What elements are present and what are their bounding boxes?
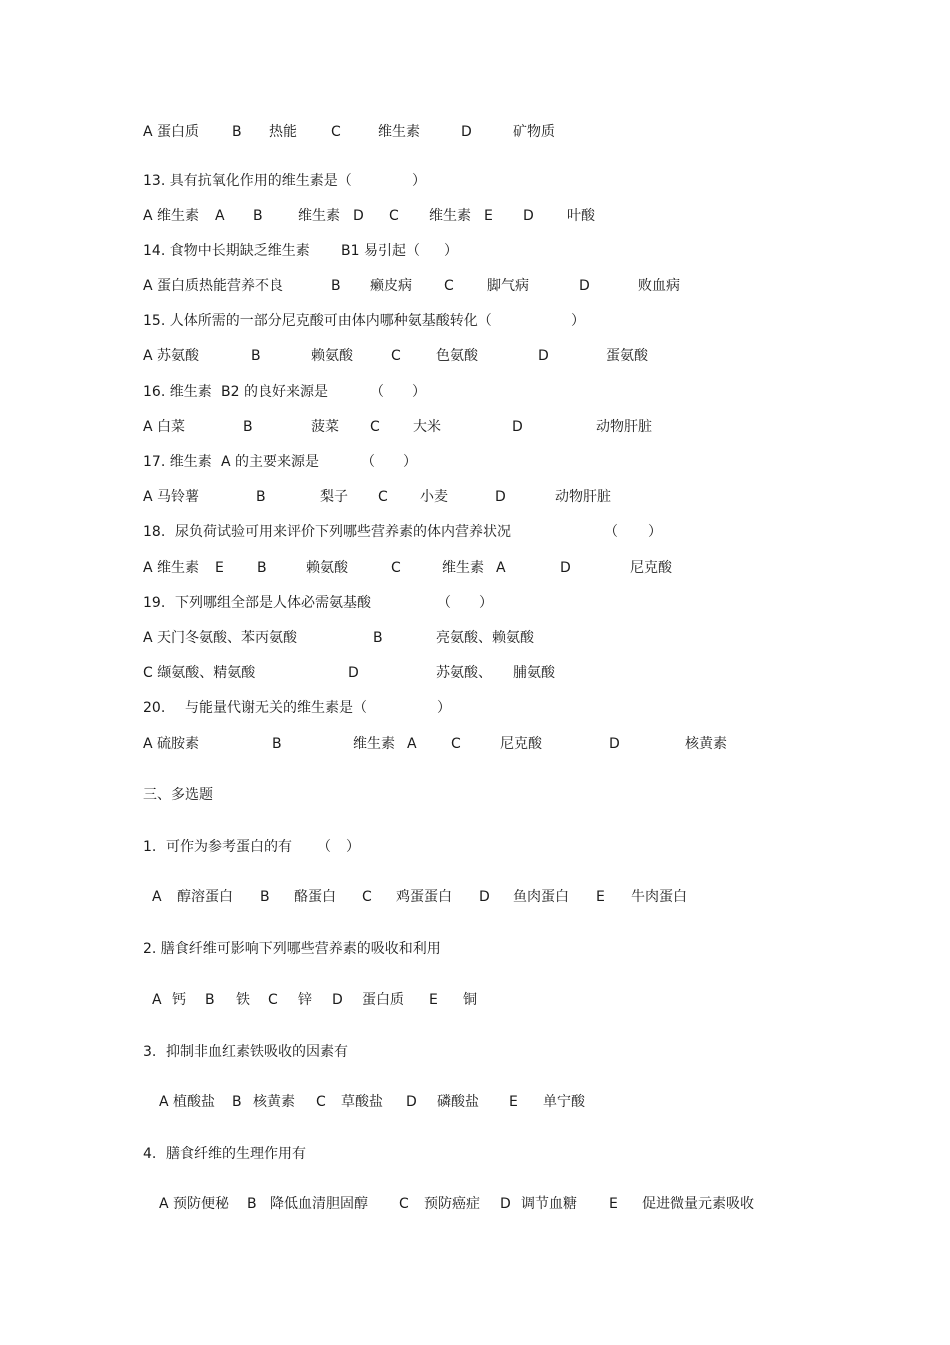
m3-question-number: 3. — [143, 1044, 157, 1060]
m1-option-c-letter: C — [362, 889, 372, 905]
q19-question — [0, 596, 950, 616]
q17-option-c: 小麦 — [420, 489, 448, 505]
q18-option-a: A 维生素 — [143, 560, 200, 576]
m4-option-c-letter: C — [399, 1196, 409, 1212]
q20-option-b-suffix: A — [407, 736, 417, 752]
q16-option-c: 大米 — [413, 419, 441, 435]
m4-option-b: 降低血清胆固醇 — [270, 1196, 368, 1212]
q13-option-a-suffix: A — [215, 208, 225, 224]
q16-option-a: A 白菜 — [143, 419, 186, 435]
q13-option-b-suffix: D — [353, 208, 364, 224]
q15-options — [0, 349, 950, 369]
q16-options — [0, 420, 950, 440]
q13-question — [0, 174, 950, 194]
q17-question-text-b: A 的主要来源是 — [221, 454, 320, 470]
q14-close-paren: ） — [444, 243, 458, 259]
q17-option-d: 动物肝脏 — [555, 489, 611, 505]
m4-question — [0, 1147, 950, 1167]
q19-question-number: 19. — [143, 595, 166, 611]
q14-question-text: 14. 食物中长期缺乏维生素 — [143, 243, 310, 259]
m4-option-e: 促进微量元素吸收 — [642, 1196, 754, 1212]
q14-option-d: 败血病 — [638, 278, 680, 294]
m4-option-b-letter: B — [247, 1196, 257, 1212]
m1-option-b-letter: B — [260, 889, 270, 905]
q20-question — [0, 701, 950, 721]
q19-options-row1 — [0, 631, 950, 651]
m3-option-c-letter: C — [316, 1094, 326, 1110]
section3-heading — [0, 788, 950, 808]
m1-open-paren: （ — [317, 839, 331, 855]
q15-close-paren: ） — [571, 313, 585, 329]
q13-option-c-letter: C — [389, 208, 399, 224]
q14-option-b-letter: B — [331, 278, 341, 294]
q18-options — [0, 561, 950, 581]
m3-option-b-letter: B — [232, 1094, 242, 1110]
q13-option-b: 维生素 — [298, 208, 340, 224]
q14-option-c-letter: C — [444, 278, 454, 294]
m3-option-b: 核黄素 — [253, 1094, 295, 1110]
q20-option-c: 尼克酸 — [500, 736, 542, 752]
q12-option-c-letter: C — [331, 124, 341, 140]
q14-question — [0, 244, 950, 264]
q16-open-paren: （ — [370, 384, 384, 400]
q20-question-number: 20. — [143, 700, 166, 716]
q17-question-text: 17. 维生素 — [143, 454, 212, 470]
m1-option-d: 鱼肉蛋白 — [513, 889, 569, 905]
section-title: 三、多选题 — [143, 787, 213, 803]
q16-close-paren: ） — [412, 384, 426, 400]
q20-option-d: 核黄素 — [685, 736, 727, 752]
m3-option-e: 单宁酸 — [543, 1094, 585, 1110]
q15-option-b: 赖氨酸 — [311, 348, 353, 364]
q18-option-c-letter: C — [391, 560, 401, 576]
q17-question — [0, 455, 950, 475]
m4-question-text: 膳食纤维的生理作用有 — [166, 1146, 306, 1162]
q19-open-paren: （ — [437, 595, 451, 611]
q14-option-d-letter: D — [579, 278, 590, 294]
m2-question — [0, 942, 950, 962]
q19-option-b-letter: B — [373, 630, 383, 646]
q16-option-d-letter: D — [512, 419, 523, 435]
q13-close-paren: ） — [412, 173, 426, 189]
q14-option-c: 脚气病 — [487, 278, 529, 294]
q20-options — [0, 737, 950, 757]
q16-question — [0, 385, 950, 405]
m2-option-c: 锌 — [298, 992, 312, 1008]
m2-option-e: 铜 — [463, 992, 477, 1008]
m2-option-b-letter: B — [205, 992, 215, 1008]
q17-option-c-letter: C — [378, 489, 388, 505]
q15-question-text: 15. 人体所需的一部分尼克酸可由体内哪种氨基酸转化（ — [143, 313, 492, 329]
m1-option-a-letter: A — [152, 889, 162, 905]
m2-option-d-letter: D — [332, 992, 343, 1008]
q18-option-d-letter: D — [560, 560, 571, 576]
m2-option-a: 钙 — [172, 992, 186, 1008]
q18-option-b: 赖氨酸 — [306, 560, 348, 576]
q20-option-b: 维生素 — [353, 736, 395, 752]
q17-option-a: A 马铃薯 — [143, 489, 200, 505]
m4-options — [0, 1197, 950, 1217]
q20-question-text: 与能量代谢无关的维生素是（ — [185, 700, 367, 716]
q18-question-text: 尿负荷试验可用来评价下列哪些营养素的体内营养状况 — [175, 524, 511, 540]
q17-option-d-letter: D — [495, 489, 506, 505]
q15-question — [0, 314, 950, 334]
m3-option-c: 草酸盐 — [341, 1094, 383, 1110]
q13-question-text: 13. 具有抗氧化作用的维生素是（ — [143, 173, 352, 189]
m2-option-d: 蛋白质 — [362, 992, 404, 1008]
q14-option-b: 癞皮病 — [370, 278, 412, 294]
q15-option-b-letter: B — [251, 348, 261, 364]
q20-option-a: A 硫胺素 — [143, 736, 200, 752]
q20-option-d-letter: D — [609, 736, 620, 752]
m1-option-c: 鸡蛋蛋白 — [396, 889, 452, 905]
m3-option-d: 磷酸盐 — [437, 1094, 479, 1110]
q12-option-b-letter: B — [232, 124, 242, 140]
q17-close-paren: ） — [403, 454, 417, 470]
q14-options — [0, 279, 950, 299]
q20-option-b-letter: B — [272, 736, 282, 752]
q14-question-text-b: B1 易引起（ — [341, 243, 420, 259]
q15-option-d-letter: D — [538, 348, 549, 364]
q19-option-c: C 缬氨酸、精氨酸 — [143, 665, 256, 681]
q16-option-b: 菠菜 — [311, 419, 339, 435]
q12-options — [0, 125, 950, 145]
m1-option-e-letter: E — [596, 889, 605, 905]
q14-option-a: A 蛋白质热能营养不良 — [143, 278, 284, 294]
q13-option-c: 维生素 — [429, 208, 471, 224]
m2-option-c-letter: C — [268, 992, 278, 1008]
q19-close-paren: ） — [479, 595, 493, 611]
m4-option-d: 调节血糖 — [521, 1196, 577, 1212]
q17-options — [0, 490, 950, 510]
q18-question-number: 18. — [143, 524, 166, 540]
q19-option-d-letter: D — [348, 665, 359, 681]
q19-option-d-b: 脯氨酸 — [513, 665, 555, 681]
m1-option-d-letter: D — [479, 889, 490, 905]
q19-question-text: 下列哪组全部是人体必需氨基酸 — [175, 595, 371, 611]
q17-option-b-letter: B — [256, 489, 266, 505]
q13-options — [0, 209, 950, 229]
q18-close-paren: ） — [648, 524, 662, 540]
q12-option-d-letter: D — [461, 124, 472, 140]
m1-question-text: 可作为参考蛋白的有 — [166, 839, 292, 855]
m3-question-text: 抑制非血红素铁吸收的因素有 — [166, 1044, 348, 1060]
q18-option-c-suffix: A — [496, 560, 506, 576]
q13-option-b-letter: B — [253, 208, 263, 224]
q12-option-d: 矿物质 — [513, 124, 555, 140]
m1-question — [0, 840, 950, 860]
q13-option-a: A 维生素 — [143, 208, 200, 224]
m2-option-b: 铁 — [236, 992, 250, 1008]
q20-option-c-letter: C — [451, 736, 461, 752]
q15-option-d: 蛋氨酸 — [606, 348, 648, 364]
m4-option-d-letter: D — [500, 1196, 511, 1212]
q18-open-paren: （ — [604, 524, 618, 540]
m4-option-e-letter: E — [609, 1196, 618, 1212]
q18-option-c: 维生素 — [442, 560, 484, 576]
m1-option-b: 酪蛋白 — [294, 889, 336, 905]
q13-option-d-letter: D — [523, 208, 534, 224]
m1-close-paren: ） — [346, 839, 360, 855]
m2-question-text: 2. 膳食纤维可影响下列哪些营养素的吸收和利用 — [143, 941, 441, 957]
m3-option-a: A 植酸盐 — [159, 1094, 216, 1110]
q12-option-b: 热能 — [269, 124, 297, 140]
q19-option-d: 苏氨酸、 — [436, 665, 492, 681]
q17-option-b: 梨子 — [320, 489, 348, 505]
m1-question-number: 1. — [143, 839, 157, 855]
m4-question-number: 4. — [143, 1146, 157, 1162]
q12-option-a: A 蛋白质 — [143, 124, 200, 140]
m3-option-e-letter: E — [509, 1094, 518, 1110]
q16-option-d: 动物肝脏 — [596, 419, 652, 435]
m2-option-e-letter: E — [429, 992, 438, 1008]
q18-option-d: 尼克酸 — [630, 560, 672, 576]
q18-option-b-letter: B — [257, 560, 267, 576]
m3-options — [0, 1095, 950, 1115]
q15-option-a: A 苏氨酸 — [143, 348, 200, 364]
q20-close-paren: ） — [437, 700, 451, 716]
q16-question-text: 16. 维生素 — [143, 384, 212, 400]
q19-option-a: A 天门冬氨酸、苯丙氨酸 — [143, 630, 298, 646]
m3-option-d-letter: D — [406, 1094, 417, 1110]
q19-option-b: 亮氨酸、赖氨酸 — [436, 630, 534, 646]
q19-options-row2 — [0, 666, 950, 686]
m3-question — [0, 1045, 950, 1065]
q13-option-c-suffix: E — [484, 208, 493, 224]
m2-options — [0, 993, 950, 1013]
q15-option-c-letter: C — [391, 348, 401, 364]
q16-question-text-b: B2 的良好来源是 — [221, 384, 328, 400]
q17-open-paren: （ — [361, 454, 375, 470]
m1-options — [0, 890, 950, 910]
q16-option-b-letter: B — [243, 419, 253, 435]
q16-option-c-letter: C — [370, 419, 380, 435]
m4-option-c: 预防癌症 — [424, 1196, 480, 1212]
q18-option-a-suffix: E — [215, 560, 224, 576]
m1-option-a: 醇溶蛋白 — [177, 889, 233, 905]
q18-question — [0, 525, 950, 545]
q13-option-d: 叶酸 — [567, 208, 595, 224]
q12-option-c: 维生素 — [378, 124, 420, 140]
m4-option-a: A 预防便秘 — [159, 1196, 230, 1212]
m1-option-e: 牛肉蛋白 — [631, 889, 687, 905]
q15-option-c: 色氨酸 — [436, 348, 478, 364]
m2-option-a-letter: A — [152, 992, 162, 1008]
